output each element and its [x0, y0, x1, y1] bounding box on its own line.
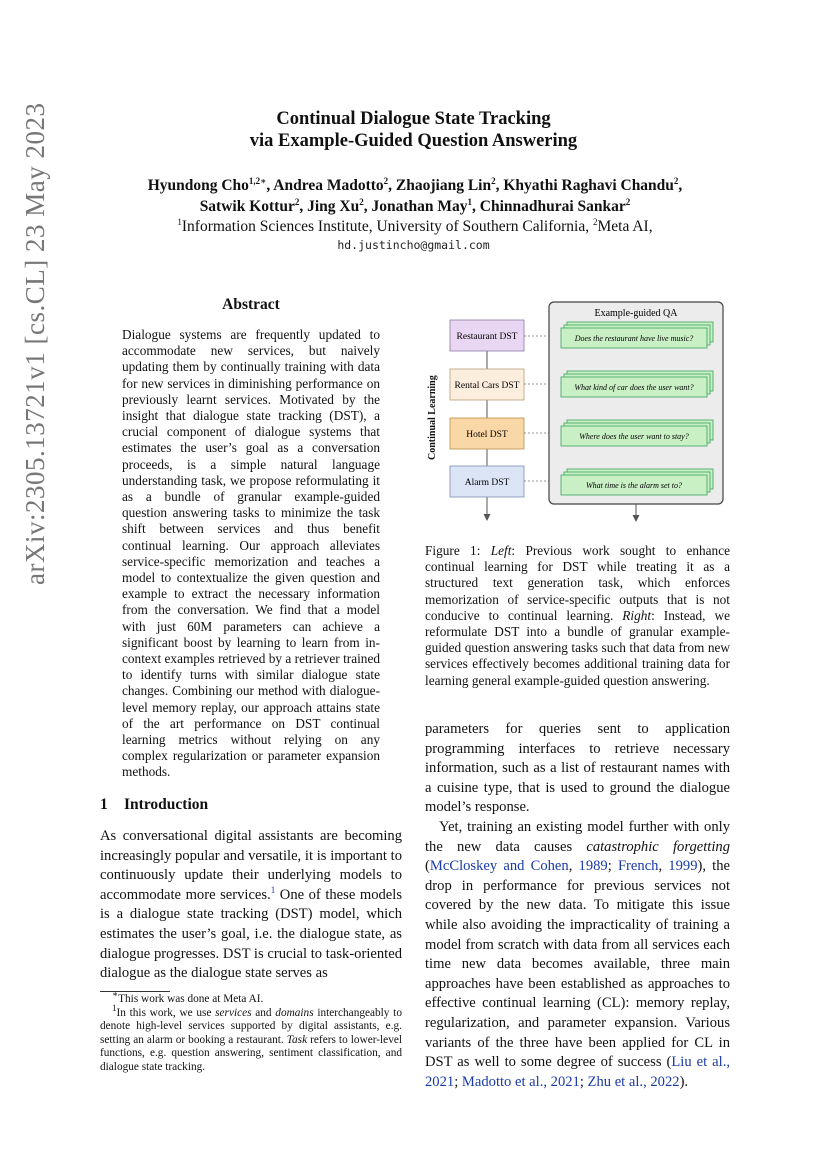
footnote-star: ∗This work was done at Meta AI. — [112, 989, 264, 1005]
author-name: Satwik Kottur — [199, 198, 295, 215]
author-affil-mark: 2 — [673, 175, 679, 186]
footnote-1: $^1$In this work, we use services and domains interchangeably to denote high-level services supported by digital assistants, e.g. setting an alarm or booking a restaurant. Task refers to lower-level functions, e.g. question answering, sentiment classification, and dialogue state tracking. — [100, 1002, 402, 1073]
qa-stack — [561, 371, 713, 397]
right-column-text — [425, 720, 730, 1092]
author-list: Hyundong Cho$^{1,2∗}$, Andrea Madotto$^2$, Zhaojiang Lin$^2$, Khyathi Raghavi Chandu$^2$, Satwik Kottur$^2$, Jing Xu$^2$, Jonathan May$^1$, Chinnadhurai Sankar$^2$ — [147, 175, 683, 215]
author-affil-mark: 2 — [294, 196, 300, 207]
citation-link[interactable]: 1989 — [578, 858, 608, 875]
qa-stack — [561, 469, 713, 495]
author-affil-mark: 2 — [491, 175, 496, 186]
footnote-ref[interactable]: 1 — [270, 884, 276, 895]
domain-label: Rental Cars DST — [454, 381, 520, 391]
paragraph: Yet, training an existing model further with only the new data causes catastrophic forgetting (McCloskey and Cohen, 1989; French, 1999), the drop in performance for previous services not covered by the new data. To mitigate this issue while also avoiding the impracticality of training a model from scratch with data from all services each time new data becomes available, three main approaches have been established as approaches to effective continual learning (CL): memory replay, regularization, and parameter expansion. Various variants of the three have been applied for CL in DST as well to some degree of success (Liu et al., 2021; Madotto et al., 2021; Zhu et al., 2022). — [425, 818, 730, 1090]
qa-stack — [561, 420, 713, 446]
author-name: Chinnadhurai Sankar — [479, 198, 626, 215]
author-name: Khyathi Raghavi Chandu — [503, 177, 674, 194]
citation-link[interactable]: Zhu et al., 2022 — [587, 1073, 680, 1090]
citation-link[interactable]: Liu et al., 2021 — [425, 1054, 730, 1090]
section-heading-introduction — [100, 796, 208, 814]
figure-1-caption: Figure 1: Left: Previous work sought to enhance continual learning for DST while treating it as a structured text generation task, which enforces memorization of service-specific outputs that is not conducive to continual learning. Right: Instead, we reformulate DST into a bundle of granular example-guided question answering tasks such that data from new services effectively becomes additional training data for learning general example-guided question answering. — [425, 543, 730, 688]
domain-label: Alarm DST — [464, 478, 510, 488]
section-title: Introduction — [124, 796, 209, 813]
figure-axis-label: Continual Learning — [427, 375, 438, 460]
contact-email[interactable]: hd.justincho@gmail.com — [337, 238, 490, 252]
author-name: Andrea Madotto — [273, 177, 384, 194]
abstract-body: Dialogue systems are frequently updated to accommodate new services, but naively updating them by continually training with data for new services in diminishing performance on previously learnt services. Motivated by the insight that dialogue state tracking (DST), a crucial component of dialogue systems that estimates the user’s goal as a conversation proceeds, is a simple natural language understanding task, we propose reformulating it as a bundle of granular example-guided question answering tasks to minimize the task shift between services and thus benefit continual learning. Our approach alleviates service-specific memorization and teaches a model to contextualize the given question and example to extract the necessary information from the conversation. We find that a model with just 60M parameters can achieve a significant boost by learning to learn from in-context examples retrieved by a retriever trained to identify turns with similar dialogue state changes. Combining our method with dialogue-level memory replay, our approach attains state of the art performance on DST continual learning metrics without relying on any complex regularization or parameter expansion methods. — [122, 327, 380, 780]
affiliations: $^1$Information Sciences Institute, University of Southern California, $^2$Meta AI, — [177, 216, 653, 235]
qa-question: What kind of car does the user want? — [574, 383, 694, 392]
title-line-2: via Example-Guided Question Answering — [249, 131, 578, 151]
intro-paragraph: As conversational digital assistants are becoming increasingly popular and versatile, it is important to continuously update their underlying models to accommodate more services.$^1$ One of these models is a dialogue state tracking (DST) model, which estimates the user’s goal, i.e. the dialogue state, as dialogue progresses. DST is crucial to task-oriented dialogue as the dialogue state serves as — [100, 828, 402, 982]
author-affil-mark: 1 — [467, 196, 473, 207]
qa-question: Does the restaurant have live music? — [574, 334, 694, 343]
figure-1-diagram — [425, 300, 730, 525]
domain-label: Restaurant DST — [456, 332, 518, 342]
qa-stack — [561, 322, 713, 348]
qa-question: What time is the alarm set to? — [586, 481, 682, 490]
footnote-rule — [100, 991, 170, 992]
qa-panel-title: Example-guided QA — [594, 308, 678, 319]
citation-link[interactable]: Madotto et al., 2021 — [461, 1073, 580, 1090]
author-affil-mark: 2 — [359, 196, 364, 207]
author-affil-mark: 2 — [383, 175, 389, 186]
citation-link[interactable]: 1999 — [668, 858, 698, 875]
arxiv-side-label: arXiv:2305.13721v1 [cs.CL] 23 May 2023 — [20, 102, 50, 585]
author-name: Hyundong Cho — [147, 177, 249, 194]
author-name: Zhaojiang Lin — [395, 177, 492, 194]
citation-link[interactable]: McCloskey and Cohen — [429, 858, 569, 875]
qa-question: Where does the user want to stay? — [579, 432, 689, 441]
paragraph: parameters for queries sent to application programming interfaces to retrieve necessary information, such as a list of restaurant names with a cuisine type, that is used to ground the dialogue model’s response. — [425, 721, 730, 816]
footnotes — [100, 989, 402, 1074]
domain-label: Hotel DST — [466, 430, 508, 440]
author-name: Jonathan May — [371, 198, 468, 215]
author-affil-mark: 1,2∗ — [248, 175, 267, 186]
citation-link[interactable]: French — [617, 858, 659, 875]
title-line-1: Continual Dialogue State Tracking — [276, 109, 551, 129]
author-name: Jing Xu — [307, 198, 360, 215]
abstract-heading: Abstract — [222, 296, 280, 313]
author-affil-mark: 2 — [625, 196, 631, 207]
paper-title — [0, 108, 827, 152]
section-number: 1 — [100, 796, 108, 813]
